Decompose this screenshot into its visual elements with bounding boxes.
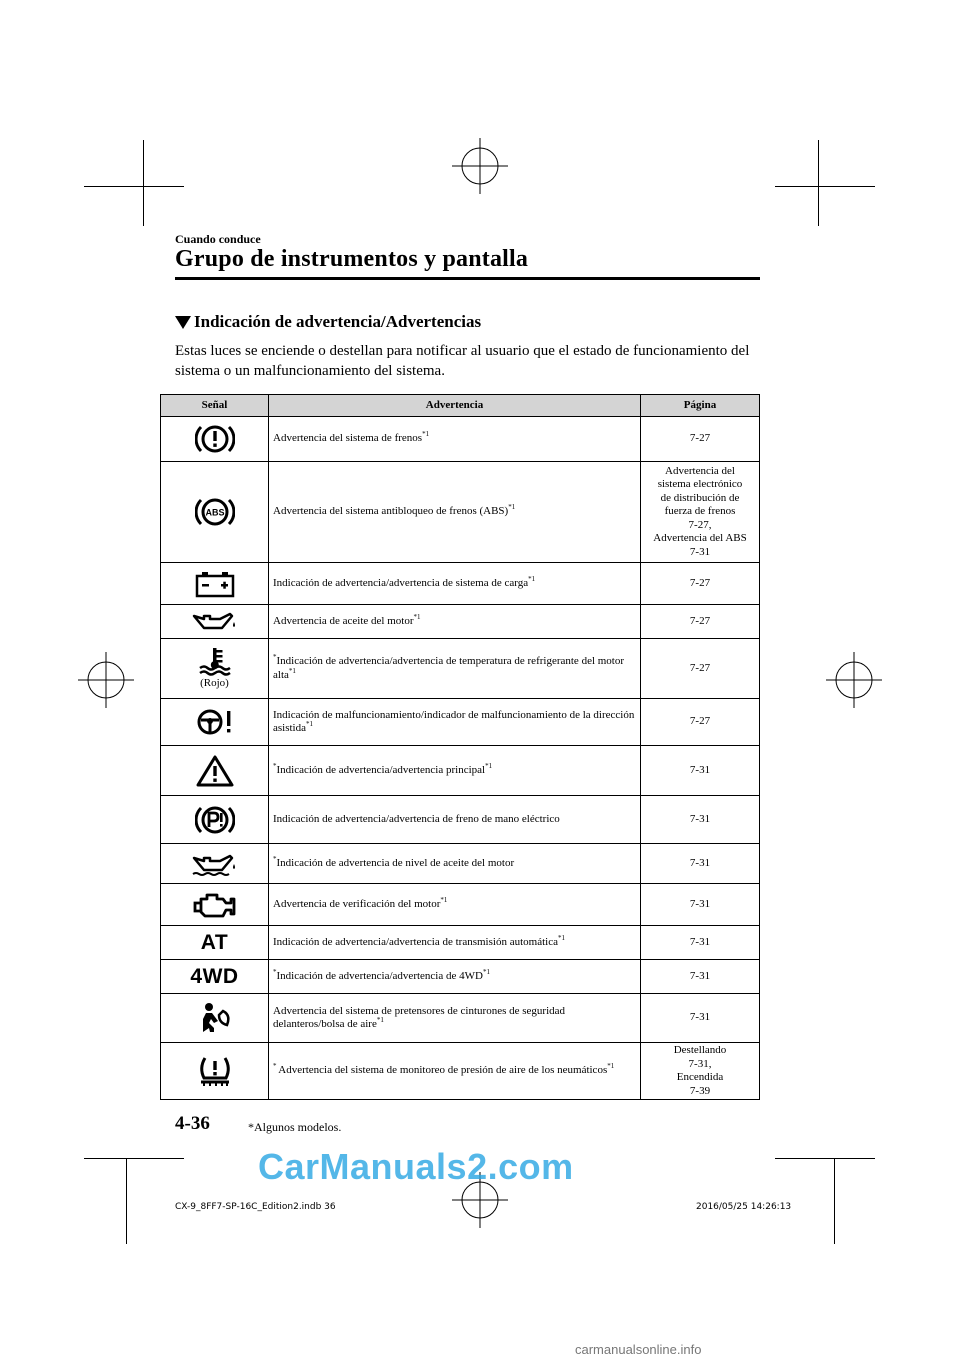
warning-cell bbox=[269, 926, 641, 960]
model-note-marker: * bbox=[273, 967, 277, 976]
page-ref-cell bbox=[641, 796, 760, 844]
model-note-marker: * bbox=[273, 761, 277, 770]
page-ref-line: Advertencia del bbox=[665, 464, 735, 477]
table-row bbox=[161, 1043, 760, 1100]
footer-note: *Algunos modelos. bbox=[248, 1120, 342, 1134]
page-ref-line: 7-31 bbox=[689, 935, 711, 948]
crop-mark bbox=[775, 186, 875, 187]
table-row bbox=[161, 417, 760, 462]
print-imprint-date: 2016/05/25 14:26:13 bbox=[696, 1202, 792, 1212]
symbol-cell bbox=[161, 639, 269, 699]
page-ref-cell bbox=[641, 960, 760, 994]
symbol-cell bbox=[161, 1043, 269, 1100]
page-ref-cell bbox=[641, 639, 760, 699]
page-ref-line: 7-31 bbox=[689, 856, 711, 869]
column-header-page: Página bbox=[641, 395, 760, 417]
table-row bbox=[161, 796, 760, 844]
4wd-icon: 4WD bbox=[190, 964, 239, 988]
warning-cell bbox=[269, 960, 641, 994]
table-row bbox=[161, 605, 760, 639]
crop-mark bbox=[818, 140, 819, 226]
oil-level-icon bbox=[165, 851, 264, 877]
page-ref-line: 7-31 bbox=[689, 545, 711, 558]
table-header-row bbox=[161, 395, 760, 417]
intro-paragraph: Estas luces se enciende o destellan para notificar al usuario que el estado de funcionamiento del sistema o un malfuncionamiento del sistema. bbox=[175, 343, 750, 379]
master-warning-icon bbox=[165, 754, 264, 788]
airbag-icon bbox=[165, 1001, 264, 1035]
section-label: Cuando conduce bbox=[175, 232, 261, 246]
page-ref-cell bbox=[641, 926, 760, 960]
page-ref-line: 7-31 bbox=[689, 1011, 711, 1024]
page-ref-line: 7-31, bbox=[688, 1057, 712, 1070]
subheading bbox=[175, 312, 481, 332]
electric-parking-brake-icon bbox=[165, 803, 264, 837]
page-ref-line: fuerza de frenos bbox=[664, 505, 736, 518]
warning-cell bbox=[269, 746, 641, 796]
footnote-ref: *1 bbox=[440, 895, 448, 904]
table-row bbox=[161, 994, 760, 1043]
registration-mark bbox=[826, 652, 882, 708]
page-ref-cell bbox=[641, 994, 760, 1043]
crop-mark bbox=[143, 140, 144, 226]
subheading-text: Indicación de advertencia/Advertencias bbox=[194, 312, 482, 331]
warning-cell bbox=[269, 994, 641, 1043]
symbol-cell bbox=[161, 699, 269, 746]
triangle-down-icon bbox=[175, 316, 191, 329]
page-ref-line: de distribución de bbox=[660, 491, 740, 504]
footnote-ref: *1 bbox=[528, 574, 536, 583]
symbol-cell bbox=[161, 462, 269, 563]
page-ref-cell bbox=[641, 563, 760, 605]
page-ref-line: 7-27 bbox=[689, 661, 711, 674]
warning-text: Indicación de advertencia de nivel de aceite del motor bbox=[276, 856, 515, 869]
warning-cell bbox=[269, 417, 641, 462]
page-ref-line: 7-27 bbox=[689, 432, 711, 445]
page-ref-line: 7-31 bbox=[689, 969, 711, 982]
page-ref-line: Advertencia del ABS bbox=[653, 532, 747, 545]
page-ref-line: 7-27 bbox=[689, 614, 711, 627]
crop-mark bbox=[834, 1158, 835, 1244]
table-row bbox=[161, 746, 760, 796]
page-title: Grupo de instrumentos y pantalla bbox=[175, 246, 529, 272]
page-ref-line: 7-31 bbox=[689, 763, 711, 776]
warning-text: Advertencia de aceite del motor bbox=[273, 614, 414, 627]
warning-cell bbox=[269, 639, 641, 699]
symbol-cell bbox=[161, 563, 269, 605]
page-ref-cell bbox=[641, 884, 760, 926]
table-row bbox=[161, 844, 760, 884]
title-rule bbox=[175, 277, 760, 280]
crop-mark bbox=[126, 1158, 127, 1244]
symbol-cell bbox=[161, 417, 269, 462]
warning-cell bbox=[269, 699, 641, 746]
footnote-ref: *1 bbox=[376, 1016, 384, 1024]
tire-pressure-icon bbox=[165, 1054, 264, 1088]
warning-cell bbox=[269, 563, 641, 605]
warning-text: Indicación de advertencia/advertencia de 4WD bbox=[276, 969, 483, 982]
table-row bbox=[161, 926, 760, 960]
footnote-ref: *1 bbox=[288, 666, 296, 675]
crop-mark bbox=[775, 1158, 875, 1159]
abs-warning-icon bbox=[165, 495, 264, 529]
warning-cell bbox=[269, 844, 641, 884]
model-note-marker: * bbox=[273, 854, 277, 863]
table-row bbox=[161, 563, 760, 605]
warning-text: Indicación de advertencia/advertencia de freno de mano eléctrico bbox=[273, 812, 560, 825]
table-row bbox=[161, 462, 760, 563]
registration-mark bbox=[452, 138, 508, 194]
table-row bbox=[161, 699, 760, 746]
symbol-cell bbox=[161, 926, 269, 960]
page-ref-line: 7-27 bbox=[689, 576, 711, 589]
table-row bbox=[161, 884, 760, 926]
brake-warning-icon bbox=[165, 422, 264, 456]
coolant-temperature-icon bbox=[165, 646, 264, 676]
warning-text: Indicación de advertencia/advertencia principal bbox=[276, 763, 486, 776]
crop-mark bbox=[84, 1158, 184, 1159]
battery-charge-icon bbox=[165, 569, 264, 599]
at-transmission-icon: AT bbox=[200, 930, 229, 954]
page-ref-line: 7-31 bbox=[689, 897, 711, 910]
crop-mark bbox=[84, 186, 184, 187]
page-ref-line: 7-27, bbox=[688, 518, 712, 531]
symbol-cell bbox=[161, 746, 269, 796]
page-ref-cell bbox=[641, 605, 760, 639]
page-ref-cell bbox=[641, 699, 760, 746]
warning-text: Advertencia del sistema de frenos bbox=[273, 432, 423, 445]
symbol-cell bbox=[161, 844, 269, 884]
symbol-cell bbox=[161, 994, 269, 1043]
column-header-symbol: Señal bbox=[161, 395, 269, 417]
table-row bbox=[161, 960, 760, 994]
footnote-ref: *1 bbox=[482, 967, 490, 976]
warning-text: Advertencia del sistema de monitoreo de presión de aire de los neumáticos bbox=[278, 1064, 608, 1077]
page-ref-line: 7-31 bbox=[689, 812, 711, 825]
footnote-ref: *1 bbox=[485, 761, 493, 770]
print-imprint-file: CX-9_8FF7-SP-16C_Edition2.indb 36 bbox=[175, 1202, 336, 1212]
page-ref-cell bbox=[641, 1043, 760, 1100]
power-steering-icon bbox=[165, 706, 264, 738]
warning-text: Advertencia de verificación del motor bbox=[273, 897, 441, 910]
warning-cell bbox=[269, 605, 641, 639]
page-ref-line: 7-39 bbox=[689, 1084, 711, 1097]
warning-cell bbox=[269, 1043, 641, 1100]
warning-table bbox=[160, 394, 760, 1100]
page-ref-line: Destellando bbox=[673, 1044, 727, 1056]
warning-text: Advertencia del sistema de pretensores de cinturones de seguridad delanteros/bolsa de aire bbox=[273, 1004, 566, 1030]
symbol-cell bbox=[161, 884, 269, 926]
svg-text:ABS: ABS bbox=[204, 507, 225, 518]
watermark-url[interactable]: carmanualsonline.info bbox=[575, 1342, 702, 1357]
footnote-ref: *1 bbox=[306, 720, 313, 728]
page-ref-cell bbox=[641, 844, 760, 884]
page-ref-line: sistema electrónico bbox=[657, 478, 743, 491]
warning-cell bbox=[269, 462, 641, 563]
warning-cell bbox=[269, 796, 641, 844]
footnote-ref: *1 bbox=[557, 933, 565, 942]
column-header-warning: Advertencia bbox=[269, 395, 641, 417]
warning-cell bbox=[269, 884, 641, 926]
symbol-cell bbox=[161, 796, 269, 844]
page-ref-cell bbox=[641, 417, 760, 462]
warning-text: Indicación de advertencia/advertencia de transmisión automática bbox=[273, 935, 558, 948]
warning-text: Indicación de advertencia/advertencia de temperatura de refrigerante del motor alta bbox=[273, 655, 625, 681]
table-row bbox=[161, 639, 760, 699]
page-ref-line: Encendida bbox=[676, 1071, 724, 1083]
oil-can-icon bbox=[165, 609, 264, 635]
footnote-ref: *1 bbox=[607, 1062, 615, 1071]
footnote-ref: *1 bbox=[508, 503, 516, 512]
watermark-logo[interactable]: CarManuals2.com bbox=[258, 1146, 574, 1187]
warning-text: Advertencia del sistema antibloqueo de frenos (ABS) bbox=[273, 505, 509, 518]
symbol-cell bbox=[161, 605, 269, 639]
model-note-marker: * bbox=[273, 1062, 279, 1071]
page-ref-line: 7-27 bbox=[689, 715, 711, 728]
warning-text: Indicación de malfuncionamiento/indicador de malfuncionamiento de la dirección asistida bbox=[273, 708, 635, 734]
model-note-marker: * bbox=[273, 653, 277, 661]
footnote-ref: *1 bbox=[413, 612, 421, 621]
registration-mark bbox=[78, 652, 134, 708]
symbol-cell bbox=[161, 960, 269, 994]
page-ref-cell bbox=[641, 462, 760, 563]
check-engine-icon bbox=[165, 889, 264, 921]
page-number: 4-36 bbox=[175, 1113, 210, 1134]
warning-text: Indicación de advertencia/advertencia de sistema de carga bbox=[273, 576, 529, 589]
page-ref-cell bbox=[641, 746, 760, 796]
footnote-ref: *1 bbox=[422, 430, 430, 439]
symbol-caption: (Rojo) bbox=[200, 677, 229, 690]
